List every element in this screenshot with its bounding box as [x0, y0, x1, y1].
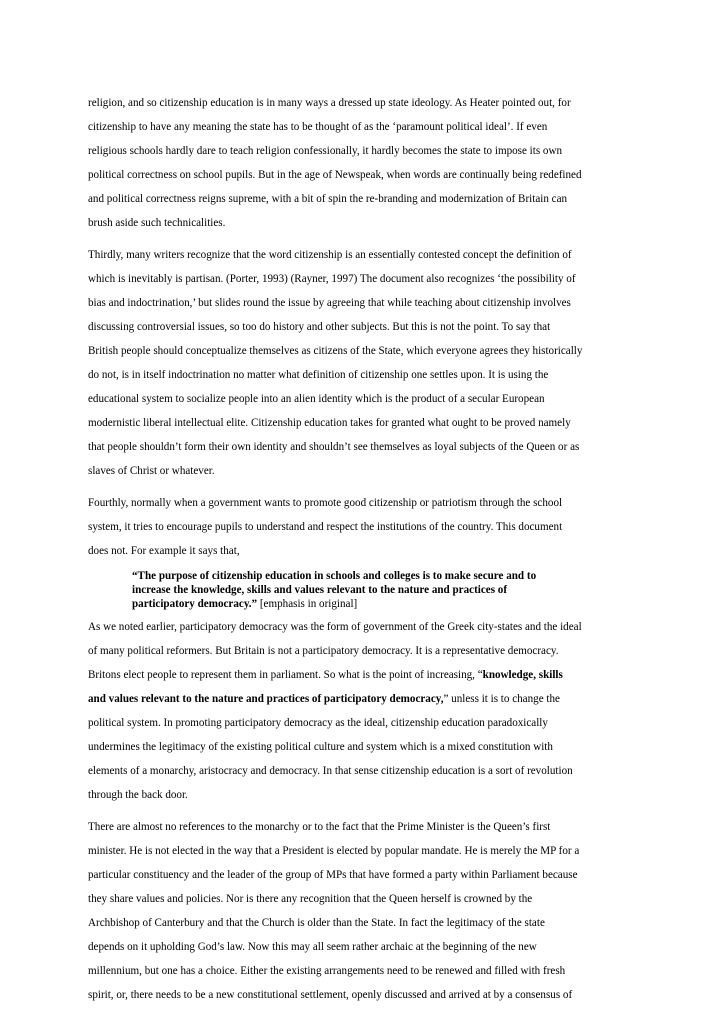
text-line: and political correctness reigns supreme, with a bit of spin the re-branding and modernization of Britain can: [88, 193, 568, 205]
paragraph-monarchy: [88, 815, 728, 1007]
text-line: slaves of Christ or whatever.: [88, 465, 215, 477]
text-line: political system. In promoting participatory democracy as the ideal, citizenship education paradoxically: [88, 717, 548, 729]
paragraph-religion: [88, 91, 728, 235]
text-line: particular constituency and the leader of the group of MPs that have formed a party within Parliament because: [88, 869, 578, 881]
text-line: that people shouldn’t form their own identity and shouldn’t see themselves as loyal subjects of the Queen or as: [88, 441, 580, 453]
paragraph-fourthly: [88, 491, 728, 563]
text-line: There are almost no references to the monarchy or to the fact that the Prime Minister is the Queen’s first: [88, 821, 551, 833]
text-line: elements of a monarchy, aristocracy and democracy. In that sense citizenship education is a sort of revolution: [88, 765, 573, 777]
text-line: [88, 663, 728, 687]
text-line: educational system to socialize people into an alien identity which is the product of a secular European: [88, 393, 545, 405]
text-line: Archbishop of Canterbury and that the Church is older than the State. In fact the legitimacy of the state: [88, 917, 545, 929]
text-run: Britons elect people to represent them in parliament. So what is the point of increasing, “: [88, 669, 483, 681]
text-line: they share values and policies. Nor is there any recognition that the Queen herself is crowned by the: [88, 893, 533, 905]
text-line: undermines the legitimacy of the existing political culture and system which is a mixed constitution with: [88, 741, 553, 753]
text-line: citizenship to have any meaning the state has to be thought of as the ‘paramount political ideal’. If even: [88, 121, 548, 133]
quote-line: “The purpose of citizenship education in schools and colleges is to make secure and to: [132, 570, 537, 582]
text-line: does not. For example it says that,: [88, 545, 240, 557]
text-line: religion, and so citizenship education is in many ways a dressed up state ideology. As Heater pointed out, for: [88, 97, 571, 109]
paragraph-participatory: [88, 615, 728, 807]
block-quote: [132, 563, 728, 615]
text-line: brush aside such technicalities.: [88, 217, 226, 229]
text-line: minister. He is not elected in the way that a President is elected by popular mandate. He is merely the MP for a: [88, 845, 580, 857]
text-line: do not, is in itself indoctrination no matter what definition of citizenship one settles upon. It is using the: [88, 369, 549, 381]
quote-text: participatory democracy.”: [132, 598, 258, 610]
text-line: Fourthly, normally when a government wants to promote good citizenship or patriotism through the school: [88, 497, 563, 509]
text-line: bias and indoctrination,’ but slides round the issue by agreeing that while teaching about citizenship involves: [88, 297, 571, 309]
text-line: [88, 687, 728, 711]
text-line: British people should conceptualize themselves as citizens of the State, which everyone agrees they historically: [88, 345, 583, 357]
bold-text-run: and values relevant to the nature and practices of participatory democracy,: [88, 693, 444, 705]
text-run: ” unless it is to change the: [443, 693, 560, 705]
quote-note: [emphasis in original]: [257, 598, 358, 610]
text-line: As we noted earlier, participatory democracy was the form of government of the Greek city-states and the ideal: [88, 621, 582, 633]
text-line: religious schools hardly dare to teach religion confessionally, it hardly becomes the state to impose its own: [88, 145, 563, 157]
text-line: millennium, but one has a choice. Either the existing arrangements need to be renewed and filled with fresh: [88, 965, 566, 977]
text-line: system, it tries to encourage pupils to understand and respect the institutions of the country. This document: [88, 521, 563, 533]
text-line: political correctness on school pupils. But in the age of Newspeak, when words are continually being redefined: [88, 169, 582, 181]
text-line: through the back door.: [88, 789, 188, 801]
text-line: discussing controversial issues, so too do history and other subjects. But this is not the point. To say that: [88, 321, 551, 333]
quote-line: increase the knowledge, skills and values relevant to the nature and practices of: [132, 584, 508, 596]
text-line: spirit, or, there needs to be a new constitutional settlement, openly discussed and arrived at by a consensus of: [88, 989, 573, 1001]
text-line: which is inevitably is partisan. (Porter, 1993) (Rayner, 1997) The document also recognizes ‘the possibility of: [88, 273, 576, 285]
quote-line-last: [132, 597, 728, 611]
text-line: of many political reformers. But Britain is not a participatory democracy. It is a representative democracy.: [88, 645, 559, 657]
paragraph-thirdly: [88, 243, 728, 483]
text-line: modernistic liberal intellectual elite. Citizenship education takes for granted what ought to be proved namely: [88, 417, 571, 429]
text-line: Thirdly, many writers recognize that the word citizenship is an essentially contested concept the definition of: [88, 249, 572, 261]
bold-text-run: knowledge, skills: [482, 669, 563, 681]
text-line: depends on it upholding God’s law. Now this may all seem rather archaic at the beginning of the new: [88, 941, 537, 953]
